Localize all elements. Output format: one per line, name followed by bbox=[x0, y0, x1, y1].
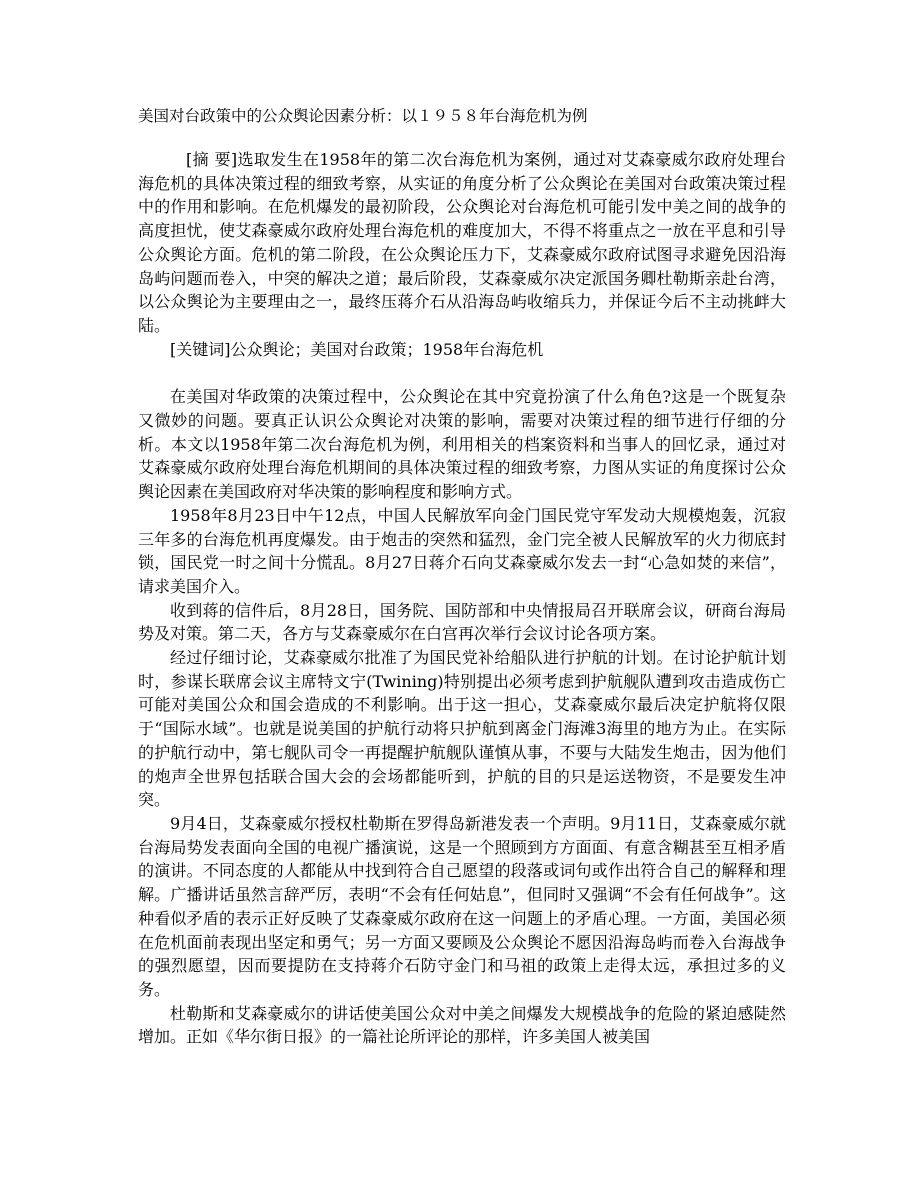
body-paragraph-4: 经过仔细讨论，艾森豪威尔批准了为国民党补给船队进行护航的计划。在讨论护航计划时，参谋长联席会议主席特文宁(Twining)特别提出必须考虑到护航舰队遭到攻击造成伤亡可能对美国公众和国会造成的不利影响。出于这一担心，艾森豪威尔最后决定护航将仅限于“国际水域”。也就是说美国的护航行动将只护航到离金门海滩3海里的地方为止。在实际的护航行动中，第七舰队司令一再提醒护航舰队谨慎从事，不要与大陆发生炮击，因为他们的炮声全世界包括联合国大会的会场都能听到，护航的目的只是运送物资，不是要发生冲突。 bbox=[138, 648, 786, 810]
body-paragraph-5: 9月4日，艾森豪威尔授权杜勒斯在罗得岛新港发表一个声明。9月11日，艾森豪威尔就台海局势发表面向全国的电视广播演说，这是一个照顾到方方面面、有意含糊甚至互相矛盾的演讲。不同态度的人都能从中找到符合自己愿望的段落或词句或作出符合自己的解释和理解。广播讲话虽然言辞严厉，表明“不会有任何姑息”，但同时又强调“不会有任何战争”。这种看似矛盾的表示正好反映了艾森豪威尔政府在这一问题上的矛盾心理。一方面，美国必须在危机面前表现出坚定和勇气；另一方面又要顾及公众舆论不愿因沿海岛屿而卷入台海战争的强烈愿望，因而要提防在支持蒋介石防守金门和马祖的政策上走得太远，承担过多的义务。 bbox=[138, 813, 786, 999]
body-paragraph-3: 收到蒋的信件后，8月28日，国务院、国防部和中央情报局召开联席会议，研商台海局势及对策。第二天，各方与艾森豪威尔在白宫再次举行会议讨论各项方案。 bbox=[138, 600, 786, 644]
document-title: 美国对台政策中的公众舆论因素分析：以１９５８年台海危机为例 bbox=[138, 107, 588, 125]
abstract-paragraph: [摘 要]选取发生在1958年的第二次台海危机为案例，通过对艾森豪威尔政府处理台海危机的具体决策过程的细致考察，从实证的角度分析了公众舆论在美国对台政策决策过程中的作用和影响。在危机爆发的最初阶段，公众舆论对台海危机可能引发中美之间的战争的高度担忧，使艾森豪威尔政府处理台海危机的难度加大，不得不将重点之一放在平息和引导公众舆论方面。危机的第二阶段，在公众舆论压力下，艾森豪威尔政府试图寻求避免因沿海岛屿问题而卷入，中突的解决之道；最后阶段，艾森豪威尔决定派国务卿杜勒斯亲赴台湾，以公众舆论为主要理由之一，最终压蒋介石从沿海岛屿收缩兵力，并保证今后不主动挑衅大陆。 bbox=[138, 150, 786, 335]
keywords-line: [关键词]公众舆论；美国对台政策；1958年台海危机 bbox=[170, 339, 544, 359]
document-page bbox=[138, 104, 786, 1049]
body-paragraph-2: 1958年8月23日中午12点，中国人民解放军向金门国民党守军发动大规模炮轰，沉寂三年多的台海危机再度爆发。由于炮击的突然和猛烈，金门完全被人民解放军的火力彻底封锁，国民党一时之间十分慌乱。8月27日蒋介石向艾森豪威尔发去一封“心急如焚的来信”，请求美国介入。 bbox=[138, 505, 786, 596]
body-paragraph-1: 在美国对华政策的决策过程中，公众舆论在其中究竟扮演了什么角色?这是一个既复杂又微妙的问题。要真正认识公众舆论对决策的影响，需要对决策过程的细节进行仔细的分析。本文以1958年第二次台海危机为例，利用相关的档案资料和当事人的回忆录，通过对艾森豪威尔政府处理台海危机期间的具体决策过程的细致考察，力图从实证的角度探讨公众舆论因素在美国政府对华决策的影响程度和影响方式。 bbox=[138, 387, 786, 502]
body-paragraph-6: 杜勒斯和艾森豪威尔的讲话使美国公众对中美之间爆发大规模战争的危险的紧迫感陡然增加。正如《华尔街日报》的一篇社论所评论的那样，许多美国人被美国 bbox=[138, 1003, 786, 1047]
